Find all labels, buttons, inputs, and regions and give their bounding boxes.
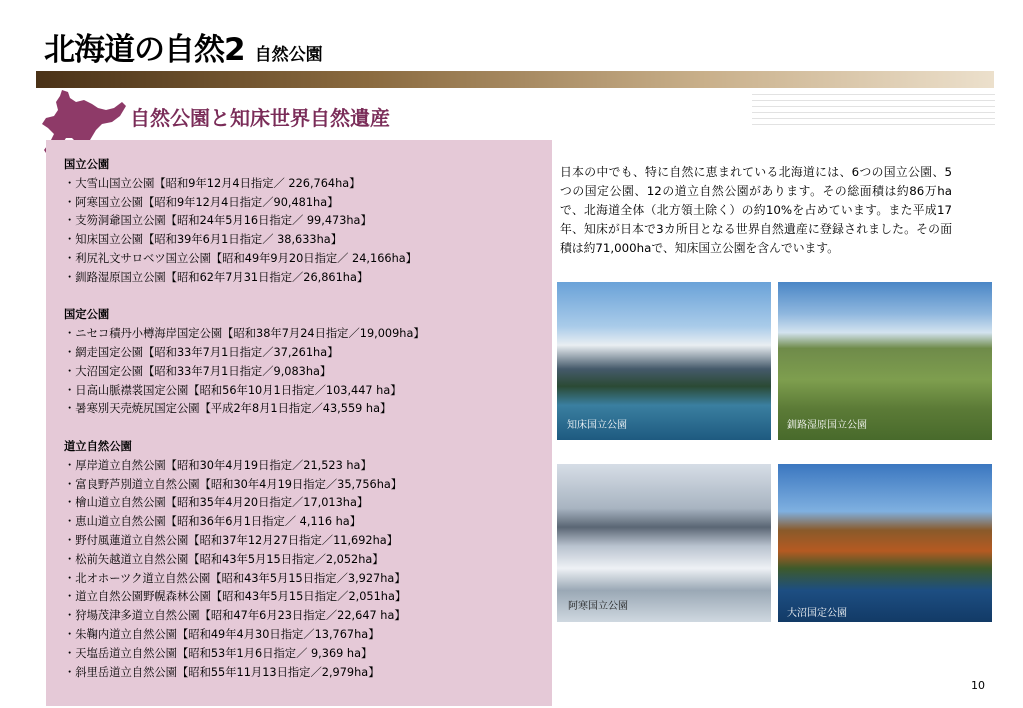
page-number: 10 (971, 679, 985, 692)
title-bar (36, 71, 994, 88)
list-item: ・網走国定公園【昭和33年7月1日指定／37,261ha】 (64, 345, 339, 359)
list-item: ・朱鞠内道立自然公園【昭和49年4月30日指定／13,767ha】 (64, 627, 380, 641)
list-item: ・松前矢越道立自然公園【昭和43年5月15日指定／2,052ha】 (64, 552, 384, 566)
list-item: ・大雪山国立公園【昭和9年12月4日指定／ 226,764ha】 (64, 176, 361, 190)
list-item: ・支笏洞爺国立公園【昭和24年5月16日指定／ 99,473ha】 (64, 214, 372, 228)
page-title-main: 北海道の自然2 (44, 32, 245, 68)
list-item: ・阿寒国立公園【昭和9年12月4日指定／90,481ha】 (64, 195, 339, 209)
list-item: ・厚岸道立自然公園【昭和30年4月19日指定／21,523 ha】 (64, 458, 372, 472)
quasi-national-parks-group (64, 306, 552, 419)
photo-caption: 釧路湿原国立公園 (787, 420, 867, 431)
list-item: ・斜里岳道立自然公園【昭和55年11月13日指定／2,979ha】 (64, 665, 380, 679)
group-title: 国立公園 (64, 158, 110, 171)
section-heading: 自然公園と知床世界自然遺産 (130, 106, 390, 130)
photo-kushiro-shitsugen (778, 282, 992, 440)
photo-akan (557, 464, 771, 622)
list-item: ・暑寒別天売焼尻国定公園【平成2年8月1日指定／43,559 ha】 (64, 402, 392, 416)
photo-shiretoko (557, 282, 771, 440)
list-item: ・日高山脈襟裳国定公園【昭和56年10月1日指定／103,447 ha】 (64, 383, 402, 397)
decorative-stripes (752, 94, 995, 126)
park-list-panel (46, 140, 552, 706)
photo-onuma (778, 464, 992, 622)
list-item: ・天塩岳道立自然公園【昭和53年1月6日指定／ 9,369 ha】 (64, 646, 373, 660)
list-item: ・恵山道立自然公園【昭和36年6月1日指定／ 4,116 ha】 (64, 515, 361, 529)
list-item: ・大沼国定公園【昭和33年7月1日指定／9,083ha】 (64, 364, 332, 378)
photo-caption: 阿寒国立公園 (568, 601, 628, 612)
page-title-sub: 自然公園 (254, 45, 323, 65)
list-item: ・知床国立公園【昭和39年6月1日指定／ 38,633ha】 (64, 233, 342, 247)
list-item: ・利尻礼文サロベツ国立公園【昭和49年9月20日指定／ 24,166ha】 (64, 251, 417, 265)
list-item: ・野付風蓮道立自然公園【昭和37年12月27日指定／11,692ha】 (64, 533, 398, 547)
list-item: ・道立自然公園野幌森林公園【昭和43年5月15日指定／2,051ha】 (64, 590, 407, 604)
prefectural-parks-group (64, 438, 552, 682)
list-item: ・狩場茂津多道立自然公園【昭和47年6月23日指定／22,647 ha】 (64, 609, 406, 623)
group-title: 国定公園 (64, 308, 110, 322)
group-title: 道立自然公園 (64, 439, 132, 453)
list-item: ・檜山道立自然公園【昭和35年4月20日指定／17,013ha】 (64, 496, 369, 510)
list-item: ・釧路湿原国立公園【昭和62年7月31日指定／26,861ha】 (64, 270, 369, 284)
list-item: ・富良野芦別道立自然公園【昭和30年4月19日指定／35,756ha】 (64, 477, 403, 491)
list-item: ・ニセコ積丹小樽海岸国定公園【昭和38年7月24日指定／19,009ha】 (64, 327, 425, 341)
list-item: ・北オホーツク道立自然公園【昭和43年5月15日指定／3,927ha】 (64, 571, 406, 585)
national-parks-group (64, 156, 552, 288)
page-title (44, 24, 323, 69)
photo-caption: 知床国立公園 (567, 420, 627, 431)
intro-paragraph: 日本の中でも、特に自然に恵まれている北海道には、6つの国立公園、5つの国定公園、12の道立自然公園があります。その総面積は約86万haで、北海道全体（北方領土除く）の約10%を占めています。また平成17年、知床が日本で3カ所目となる世界自然遺産に登録されました。その面積は約71,000haで、知床国立公園を含んでいます。 (560, 165, 952, 255)
photo-caption: 大沼国定公園 (787, 608, 847, 619)
